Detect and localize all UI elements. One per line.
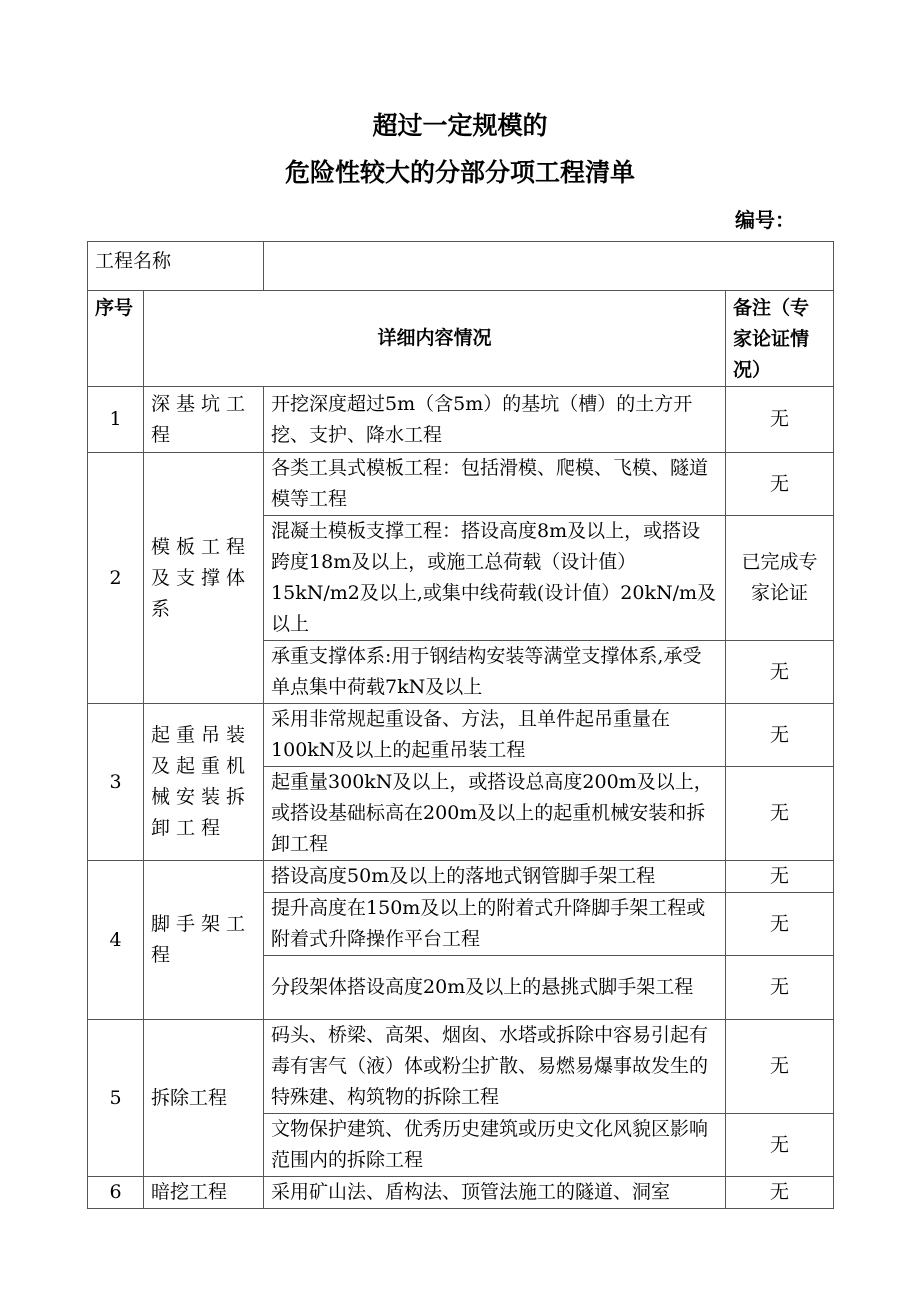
project-name-row <box>88 242 834 291</box>
detail-cell: 承重支撑体系:用于钢结构安装等满堂支撑体系,承受单点集中荷载7kN及以上 <box>264 641 726 704</box>
remark-cell: 无 <box>726 641 834 704</box>
header-row <box>88 291 834 387</box>
detail-cell: 起重量300kN及以上，或搭设总高度200m及以上，或搭设基础标高在200m及以上的起重机械安装和拆卸工程 <box>264 767 726 861</box>
category-cell: 起重吊装及起重机械安装拆卸工程 <box>144 704 264 861</box>
project-name-label: 工程名称 <box>88 242 264 291</box>
category-cell: 模板工程及支撑体系 <box>144 453 264 704</box>
remark-cell: 无 <box>726 704 834 767</box>
project-name-value[interactable] <box>264 242 834 291</box>
remark-cell: 无 <box>726 1114 834 1177</box>
row-number: 4 <box>88 861 144 1020</box>
table-row <box>88 453 834 516</box>
table-row <box>88 1177 834 1209</box>
category-cell: 暗挖工程 <box>144 1177 264 1209</box>
row-number: 6 <box>88 1177 144 1209</box>
detail-cell: 分段架体搭设高度20m及以上的悬挑式脚手架工程 <box>264 956 726 1020</box>
detail-cell: 码头、桥梁、高架、烟囱、水塔或拆除中容易引起有毒有害气（液）体或粉尘扩散、易燃易爆事故发生的特殊建、构筑物的拆除工程 <box>264 1020 726 1114</box>
detail-cell: 采用矿山法、盾构法、顶管法施工的隧道、洞室 <box>264 1177 726 1209</box>
remark-cell: 无 <box>726 956 834 1020</box>
detail-cell: 文物保护建筑、优秀历史建筑或历史文化风貌区影响范围内的拆除工程 <box>264 1114 726 1177</box>
remark-cell: 无 <box>726 1177 834 1209</box>
detail-cell: 采用非常规起重设备、方法，且单件起吊重量在100kN及以上的起重吊装工程 <box>264 704 726 767</box>
detail-cell: 各类工具式模板工程：包括滑模、爬模、飞模、隧道模等工程 <box>264 453 726 516</box>
project-list-table <box>87 241 834 1209</box>
category-cell: 深基坑工程 <box>144 387 264 453</box>
document-title-line1: 超过一定规模的 <box>372 111 548 140</box>
detail-cell: 提升高度在150m及以上的附着式升降脚手架工程或附着式升降操作平台工程 <box>264 893 726 956</box>
remark-cell: 无 <box>726 1020 834 1114</box>
row-number: 1 <box>88 387 144 453</box>
remark-cell: 无 <box>726 861 834 893</box>
remark-cell: 无 <box>726 767 834 861</box>
table-row <box>88 1020 834 1114</box>
category-cell: 脚手架工程 <box>144 861 264 1020</box>
header-no: 序号 <box>88 291 144 387</box>
table-row <box>88 861 834 893</box>
remark-cell: 无 <box>726 453 834 516</box>
row-number: 3 <box>88 704 144 861</box>
code-label: 编号： <box>735 208 795 232</box>
detail-cell: 开挖深度超过5m（含5m）的基坑（槽）的土方开挖、支护、降水工程 <box>264 387 726 453</box>
table-row <box>88 387 834 453</box>
table-row <box>88 704 834 767</box>
remark-cell: 已完成专家论证 <box>726 516 834 641</box>
document-title-line2: 危险性较大的分部分项工程清单 <box>284 158 635 187</box>
header-remark: 备注（专家论证情况） <box>726 291 834 387</box>
category-cell: 拆除工程 <box>144 1020 264 1177</box>
row-number: 2 <box>88 453 144 704</box>
detail-cell: 搭设高度50m及以上的落地式钢管脚手架工程 <box>264 861 726 893</box>
remark-cell: 无 <box>726 893 834 956</box>
remark-cell: 无 <box>726 387 834 453</box>
row-number: 5 <box>88 1020 144 1177</box>
detail-cell: 混凝土模板支撑工程：搭设高度8m及以上，或搭设跨度18m及以上，或施工总荷载（设计值）15kN/m2及以上,或集中线荷载(设计值）20kN/m及以上 <box>264 516 726 641</box>
header-detail: 详细内容情况 <box>144 291 726 387</box>
